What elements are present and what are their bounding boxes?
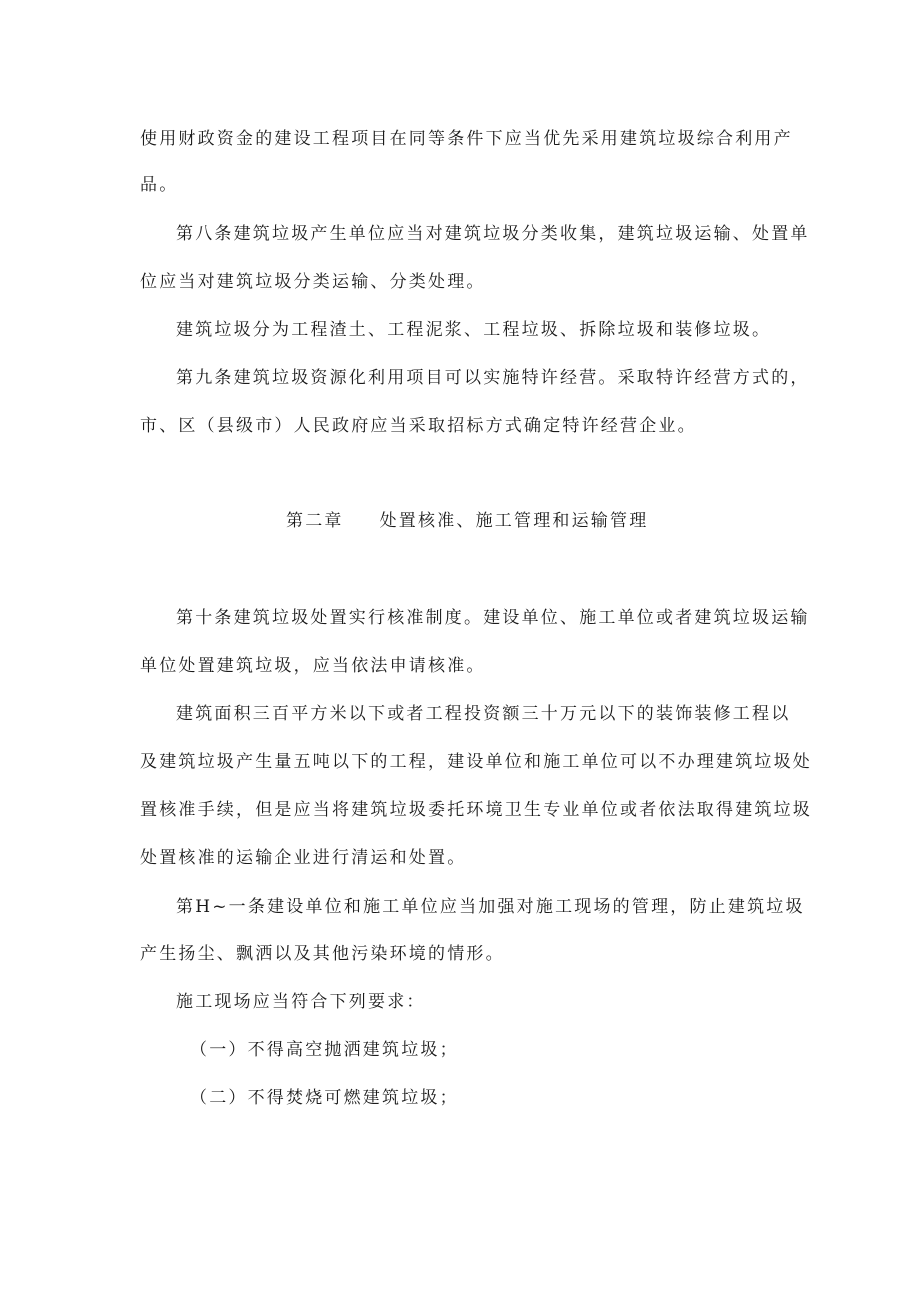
text-line: 建筑垃圾分为工程渣土、工程泥浆、工程垃圾、拆除垃圾和装修垃圾。: [176, 320, 772, 340]
text-line: 置核准手续，但是应当将建筑垃圾委托环境卫生专业单位或者依法取得建筑垃圾: [140, 800, 812, 820]
text-line: 建筑面积三百平方米以下或者工程投资额三十万元以下的装饰装修工程以: [176, 704, 791, 724]
text-line: 品。: [140, 175, 179, 195]
text-line: 第八条建筑垃圾产生单位应当对建筑垃圾分类收集，建筑垃圾运输、处置单: [176, 224, 810, 244]
chapter-title: 处置核准、施工管理和运输管理: [379, 511, 649, 531]
text-line: 第九条建筑垃圾资源化利用项目可以实施特许经营。采取特许经营方式的，: [176, 368, 810, 388]
list-item: （一）不得高空抛洒建筑垃圾；: [190, 1040, 459, 1060]
text-line: 单位处置建筑垃圾，应当依法申请核准。: [140, 656, 486, 676]
list-item: （二）不得焚烧可燃建筑垃圾；: [190, 1088, 459, 1108]
chapter-number: 第二章: [286, 511, 344, 531]
chapter-heading: [286, 509, 648, 533]
text-line: 施工现场应当符合下列要求：: [176, 992, 426, 1012]
text-line: 处置核准的运输企业进行清运和处置。: [140, 848, 467, 868]
text-line: 第十条建筑垃圾处置实行核准制度。建设单位、施工单位或者建筑垃圾运输: [176, 608, 810, 628]
text-line: 及建筑垃圾产生量五吨以下的工程，建设单位和施工单位可以不办理建筑垃圾处: [140, 752, 812, 772]
text-line: 产生扬尘、飘洒以及其他污染环境的情形。: [140, 944, 505, 964]
text-line: 第H~一条建设单位和施工单位应当加强对施工现场的管理，防止建筑垃圾: [176, 897, 805, 917]
text-line: 市、区（县级市）人民政府应当采取招标方式确定特许经营企业。: [140, 416, 697, 436]
text-line: 位应当对建筑垃圾分类运输、分类处理。: [140, 272, 486, 292]
text-line: 使用财政资金的建设工程项目在同等条件下应当优先采用建筑垃圾综合利用产: [140, 129, 793, 149]
